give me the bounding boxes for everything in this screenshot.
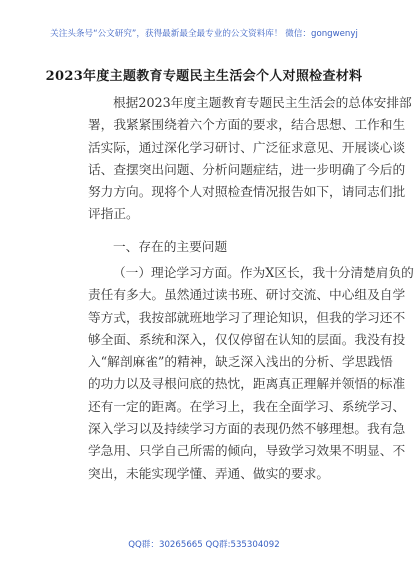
document-title: 2023年度主题教育专题民主生活会个人对照检查材料 — [45, 69, 363, 84]
item-line: 突出，未能实现学懂、弄通、做实的要求。 — [88, 465, 330, 481]
intro-line: 评指正。 — [88, 206, 139, 222]
intro-line: 署，我紧紧围绕着六个方面的要求，结合思想、工作和生 — [88, 117, 406, 133]
theory-study-paragraph — [88, 262, 414, 485]
item-line: 学急用、只学自己所需的倾向，导致学习效果不明显、不 — [88, 443, 406, 459]
item-line: 责任有多大。虽然通过读书班、研讨交流、中心组及自学 — [88, 287, 406, 303]
section-heading — [88, 236, 338, 258]
item-line: 够全面、系统和深入，仅仅停留在认知的层面。我没有投 — [88, 331, 406, 347]
item-line: 的功力以及寻根问底的热忱，距离真正理解并领悟的标准 — [88, 376, 406, 392]
intro-line: 努力方向。现将个人对照检查情况报告如下，请同志们批 — [88, 184, 406, 200]
item-line: （一）理论学习方面。作为X区长，我十分清楚肩负的 — [113, 265, 414, 280]
intro-line: 话、查摆突出问题、分析问题症结，进一步明确了今后的 — [88, 161, 406, 177]
item-line: 还有一定的距离。在学习上，我在全面学习、系统学习、 — [88, 398, 406, 414]
header-notice[interactable]: 关注头条号“公文研究”，获得最新最全最专业的公文资料库！ 微信：gongwenyj — [50, 29, 358, 39]
item-line: 入“解剖麻雀”的精神，缺乏深入浅出的分析、学思践悟 — [88, 354, 393, 370]
item-line: 深入学习以及持续学习方面的表现仍然不够理想。我有急 — [88, 421, 406, 437]
intro-line: 根据2023年度主题教育专题民主生活会的总体安排部 — [113, 95, 412, 110]
intro-line: 活实际，通过深化学习研讨、广泛征求意见、开展谈心谈 — [88, 139, 406, 155]
item-line: 等方式，我按部就班地学习了理论知识，但我的学习还不 — [88, 309, 406, 325]
section-heading-text: 一、存在的主要问题 — [113, 239, 228, 254]
intro-paragraph — [88, 92, 412, 226]
footer-contact[interactable]: QQ群：30265665 QQ群:535304092 — [128, 540, 280, 550]
